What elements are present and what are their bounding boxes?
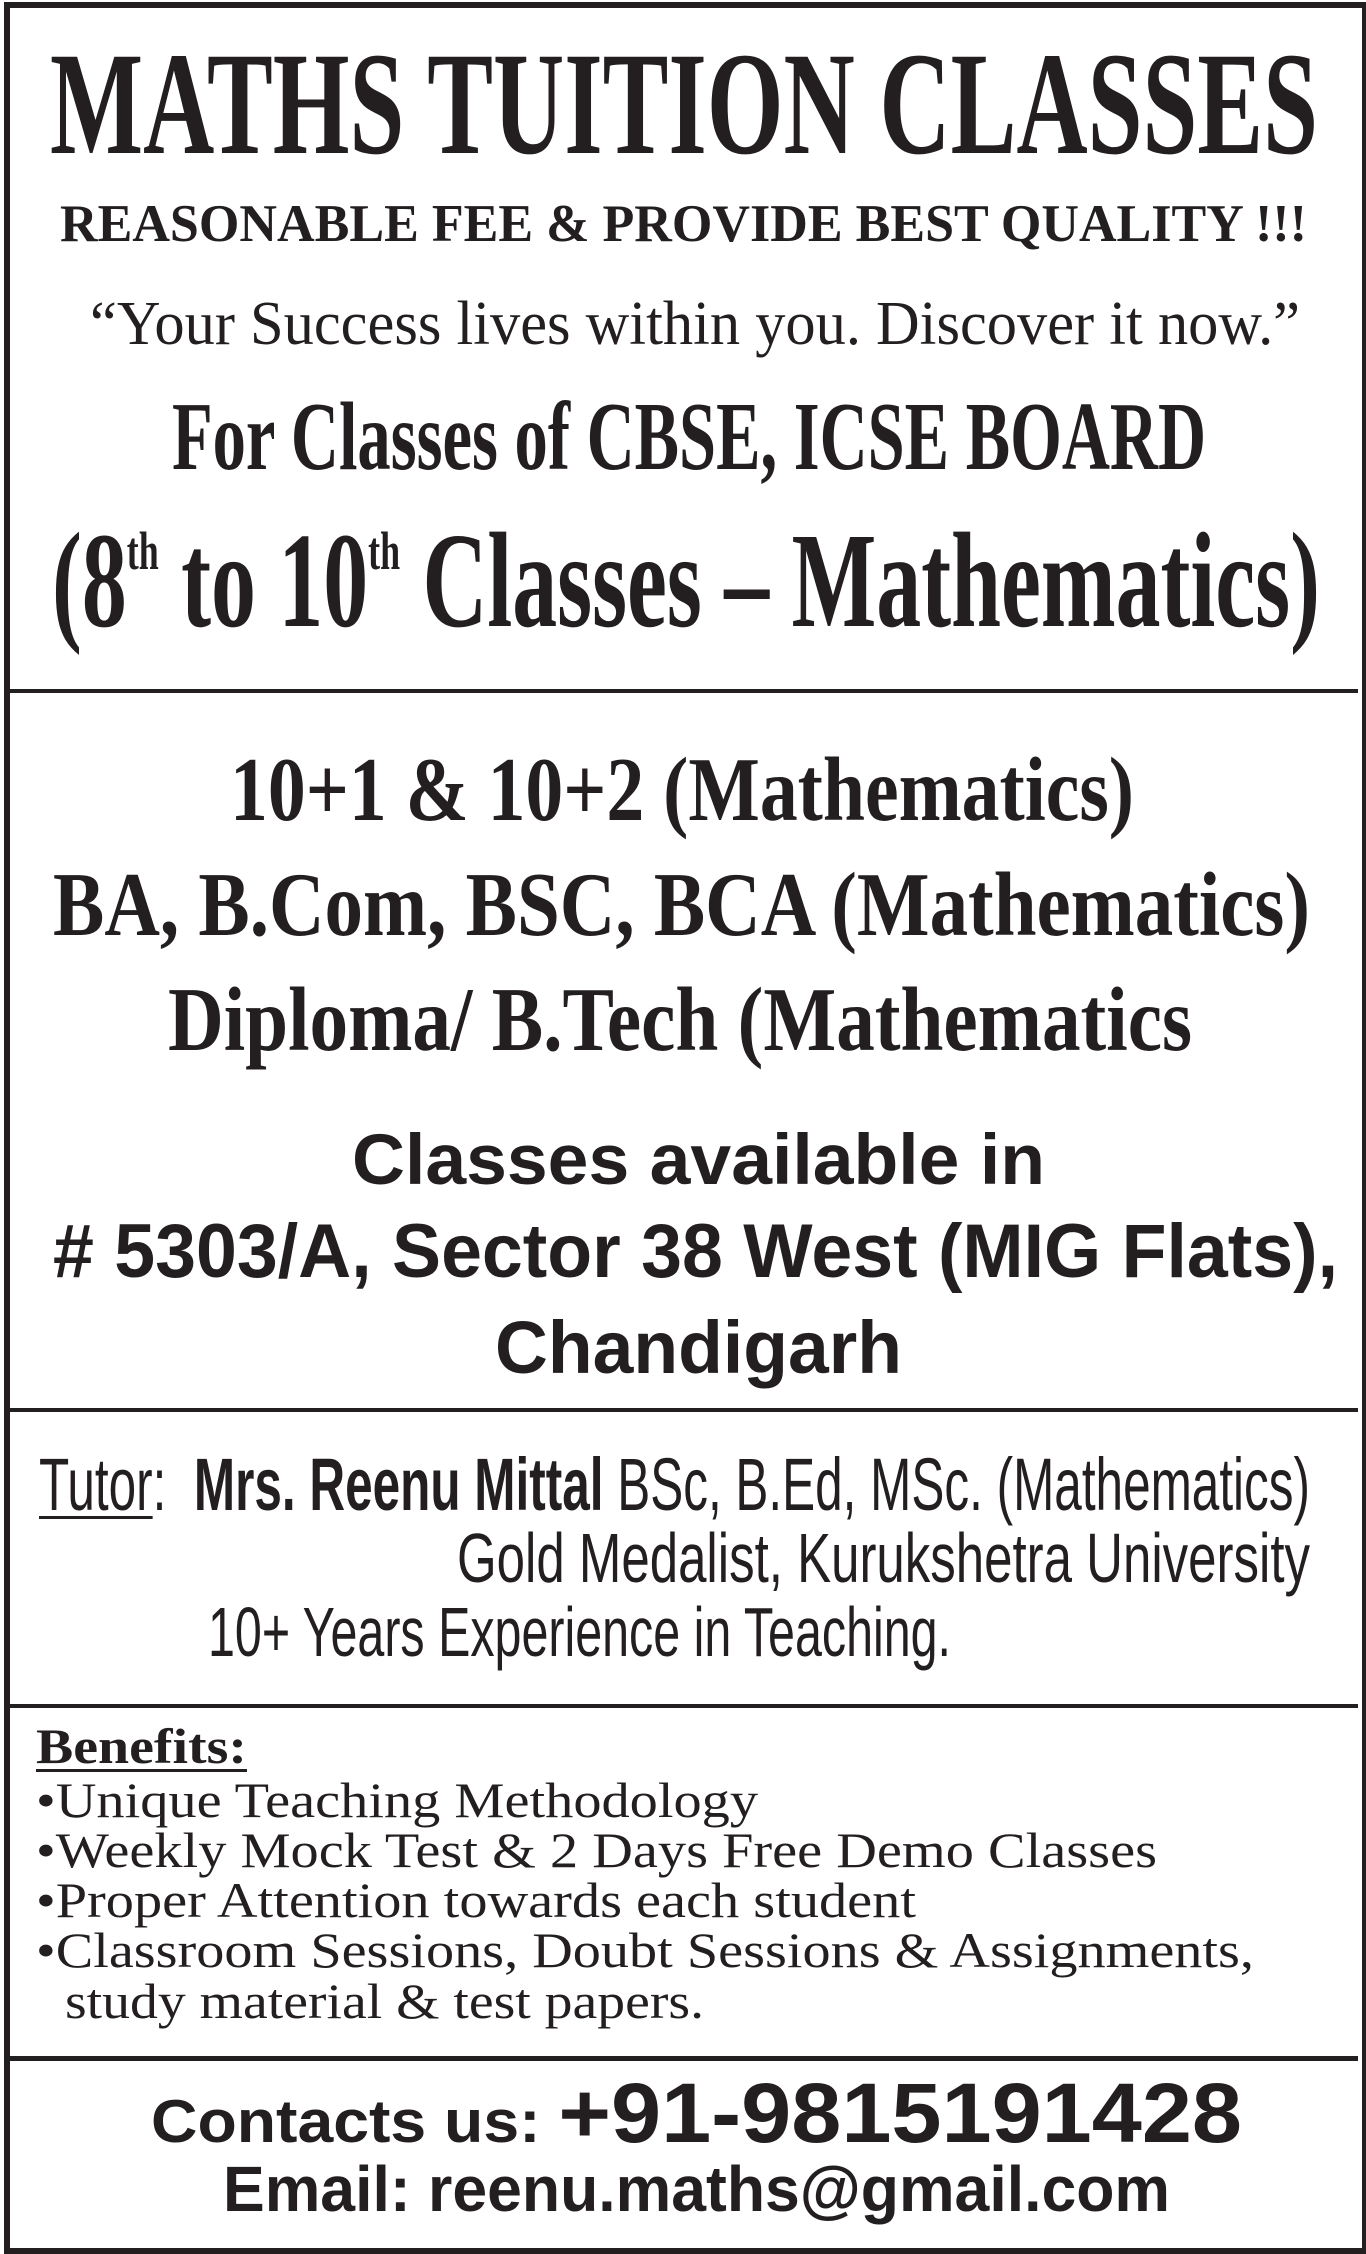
course-text: 10+1 & 10+2 (Mathematics) bbox=[230, 739, 1134, 840]
tutor-label: Tutor bbox=[39, 1443, 153, 1526]
benefit-text: •Proper Attention towards each student bbox=[36, 1872, 916, 1928]
course-item bbox=[168, 969, 1192, 1070]
flyer-title bbox=[50, 22, 1318, 185]
benefit-text: •Unique Teaching Methodology bbox=[36, 1772, 758, 1828]
section-divider bbox=[8, 2056, 1358, 2061]
email-text[interactable]: Email: reenu.maths@gmail.com bbox=[223, 2153, 1170, 2225]
location-heading bbox=[352, 1121, 1045, 1200]
benefit-item-continuation bbox=[65, 1973, 705, 2029]
classes-heading bbox=[52, 506, 1320, 656]
section-divider bbox=[8, 689, 1358, 693]
section-divider bbox=[8, 1408, 1358, 1412]
course-text: BA, B.Com, BSC, BCA (Mathematics) bbox=[53, 854, 1310, 955]
section-divider bbox=[8, 1704, 1358, 1708]
tagline-text: REASONABLE FEE & PROVIDE BEST QUALITY !!! bbox=[60, 195, 1307, 253]
benefit-text: study material & test papers. bbox=[65, 1973, 705, 2029]
benefits-heading-text: Benefits: bbox=[36, 1718, 247, 1774]
benefit-item bbox=[36, 1772, 758, 1828]
boards-text: For Classes of CBSE, ICSE BOARD bbox=[172, 383, 1206, 491]
tutor-award bbox=[457, 1519, 1310, 1597]
benefits-heading bbox=[36, 1718, 247, 1774]
address-line-1 bbox=[53, 1209, 1338, 1294]
quote-text: “Your Success lives within you. Discover it now.” bbox=[90, 290, 1300, 358]
location-text: Classes available in bbox=[352, 1121, 1045, 1200]
address-text: # 5303/A, Sector 38 West (MIG Flats), bbox=[53, 1209, 1338, 1294]
tutor-qualifications: BSc, B.Ed, MSc. (Mathematics) bbox=[603, 1443, 1310, 1526]
benefit-text: •Weekly Mock Test & 2 Days Free Demo Classes bbox=[36, 1822, 1157, 1878]
contact-line bbox=[151, 2066, 1242, 2160]
benefit-item bbox=[36, 1822, 1157, 1878]
address-line-2 bbox=[495, 1306, 902, 1389]
tutor-line bbox=[39, 1443, 1310, 1526]
tutor-experience bbox=[208, 1593, 952, 1671]
contact-text bbox=[151, 2066, 1242, 2160]
title-text: MATHS TUITION CLASSES bbox=[50, 22, 1318, 185]
tutor-name: Mrs. Reenu Mittal bbox=[193, 1443, 604, 1526]
address-text: Chandigarh bbox=[495, 1306, 902, 1389]
course-text: Diploma/ B.Tech (Mathematics bbox=[168, 969, 1192, 1070]
benefit-item bbox=[36, 1872, 916, 1928]
boards-heading bbox=[172, 383, 1206, 491]
experience-text: 10+ Years Experience in Teaching. bbox=[208, 1593, 952, 1671]
email-line bbox=[223, 2153, 1170, 2225]
contact-label: Contacts us: bbox=[151, 2088, 559, 2155]
course-item bbox=[230, 739, 1134, 840]
classes-text: (8th to 10th Classes – Mathematics) bbox=[52, 506, 1320, 656]
benefit-item bbox=[36, 1922, 1254, 1978]
course-item bbox=[53, 854, 1310, 955]
tagline bbox=[60, 195, 1307, 253]
phone-number[interactable]: +91-9815191428 bbox=[558, 2066, 1242, 2160]
award-text: Gold Medalist, Kurukshetra University bbox=[457, 1519, 1310, 1597]
quote bbox=[90, 290, 1300, 358]
tutor-text: Tutor: Mrs. Reenu Mittal BSc, B.Ed, MSc. (Mathematics) bbox=[39, 1443, 1310, 1526]
benefit-text: •Classroom Sessions, Doubt Sessions & Assignments, bbox=[36, 1922, 1254, 1978]
